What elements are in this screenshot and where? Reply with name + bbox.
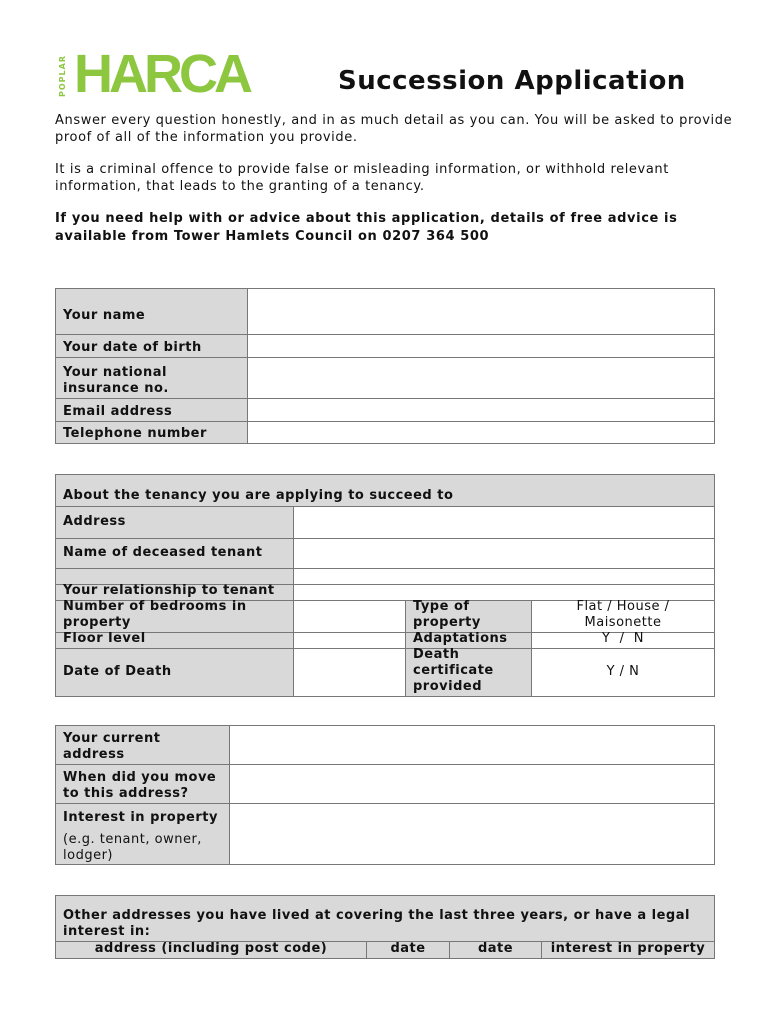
label-relationship: Your relationship to tenant	[55, 584, 294, 601]
interest-hint: (e.g. tenant, owner, lodger)	[63, 832, 202, 863]
intro-advice: If you need help with or advice about this application, details of free advice is available from Tower Hamlets Council on 0207 364 500	[55, 211, 678, 244]
label-your-name: Your name	[55, 288, 248, 335]
label-type-of-property: Type of property	[405, 600, 532, 633]
label-floor-level: Floor level	[55, 632, 294, 649]
poplar-harca-logo	[58, 44, 273, 104]
label-date-of-death: Date of Death	[55, 648, 294, 697]
move-date-field[interactable]	[229, 764, 715, 804]
logo-harca-text: HARCA	[74, 44, 249, 104]
label-current-address: Your current address	[55, 725, 230, 765]
label-date-of-birth: Your date of birth	[55, 334, 248, 358]
national-insurance-field[interactable]	[247, 357, 715, 399]
page-title: Succession Application	[338, 66, 686, 96]
label-adaptations: Adaptations	[405, 632, 532, 649]
adaptations-options[interactable]: Y / N	[531, 632, 715, 649]
label-email: Email address	[55, 398, 248, 422]
column-date-from: date	[366, 941, 450, 959]
label-deceased-tenant: Name of deceased tenant	[55, 538, 294, 569]
death-certificate-options[interactable]: Y / N	[531, 648, 715, 697]
intro-honesty: Answer every question honestly, and in as much detail as you can. You will be asked to provide proof of all of the information you provide.	[55, 113, 733, 145]
your-name-field[interactable]	[247, 288, 715, 335]
telephone-field[interactable]	[247, 421, 715, 444]
date-of-death-field[interactable]	[293, 648, 406, 697]
tenancy-header: About the tenancy you are applying to succeed to	[55, 474, 715, 507]
label-interest: Interest in property	[63, 810, 218, 825]
column-date-to: date	[449, 941, 542, 959]
other-addresses-header: Other addresses you have lived at covering the last three years, or have a legal interest in:	[55, 895, 715, 942]
interest-label-cell	[55, 803, 230, 865]
label-death-certificate: Death certificate provided	[405, 648, 532, 697]
column-interest: interest in property	[541, 941, 715, 959]
email-field[interactable]	[247, 398, 715, 422]
type-of-property-options[interactable]: Flat / House / Maisonette	[531, 600, 715, 633]
bedrooms-field[interactable]	[293, 600, 406, 633]
logo-poplar-text: POPLAR	[58, 55, 67, 97]
floor-level-field[interactable]	[293, 632, 406, 649]
column-address: address (including post code)	[55, 941, 367, 959]
current-address-field[interactable]	[229, 725, 715, 765]
label-bedrooms: Number of bedrooms in property	[55, 600, 294, 633]
intro-warning: It is a criminal offence to provide false or misleading information, or withhold relevant information, that leads to the granting of a tenancy.	[55, 162, 669, 194]
label-address: Address	[55, 506, 294, 539]
label-move-date: When did you move to this address?	[55, 764, 230, 804]
date-of-birth-field[interactable]	[247, 334, 715, 358]
label-national-insurance: Your national insurance no.	[55, 357, 248, 399]
tenancy-address-field[interactable]	[293, 506, 715, 539]
interest-field[interactable]	[229, 803, 715, 865]
blank-field-row[interactable]	[293, 568, 715, 585]
label-telephone: Telephone number	[55, 421, 248, 444]
deceased-tenant-field[interactable]	[293, 538, 715, 569]
